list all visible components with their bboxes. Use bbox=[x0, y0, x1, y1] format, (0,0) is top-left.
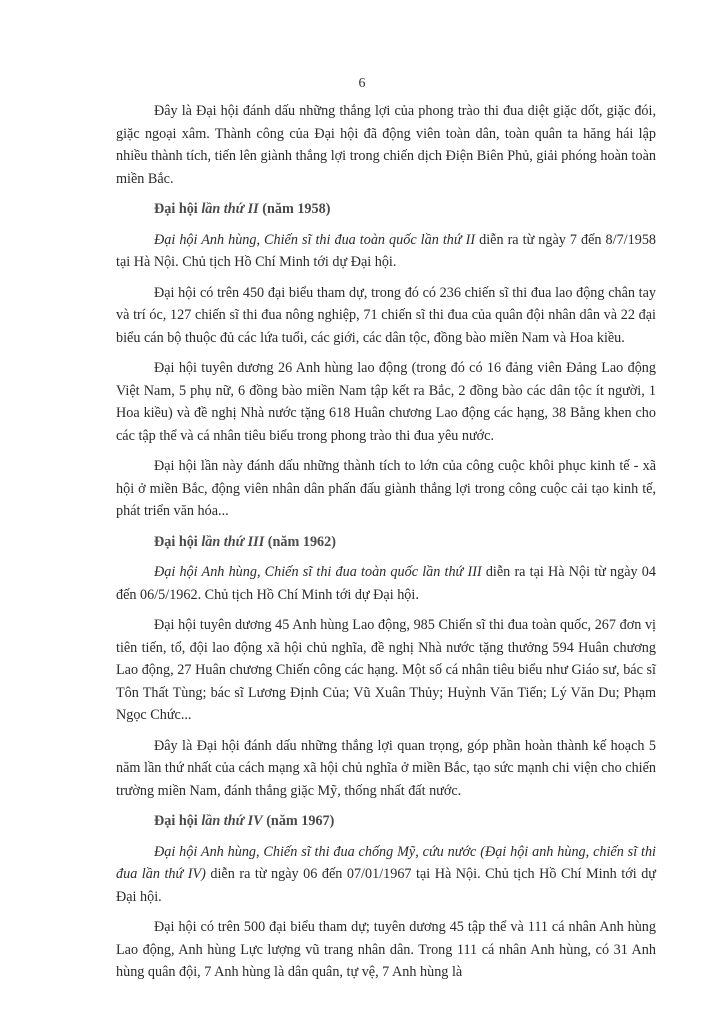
heading-suffix: (năm 1967) bbox=[262, 813, 335, 829]
paragraph-text: Đại hội tuyên dương 45 Anh hùng Lao động, 985 Chiến sĩ thi đua toàn quốc, 267 đơn vị tiên tiến, tổ, đội lao động xã hội chủ nghĩa, đề nghị Nhà nước tặng thưởng 594 Huân chương Lao động, 27 Huân chương Chiến công các hạng. Một số cá nhân tiêu biểu như Giáo sư, bác sĩ Tôn Thất Tùng; bác sĩ Lương Định Của; Vũ Xuân Thủy; Huỳnh Văn Tiến; Lý Văn Du; Phạm Ngọc Chức... bbox=[116, 617, 656, 723]
section-heading-congress-4 bbox=[116, 810, 656, 833]
paragraph-text: diễn ra từ ngày 06 đến 07/01/1967 tại Hà Nội. Chủ tịch Hồ Chí Minh tới dự Đại hội. bbox=[116, 866, 656, 905]
paragraph-text: diễn ra tại Hà Nội từ ngày 04 đến 06/5/1962. Chủ tịch Hồ Chí Minh tới dự Đại hội. bbox=[116, 564, 656, 603]
paragraph bbox=[116, 229, 656, 274]
heading-italic: lần thứ IV bbox=[201, 813, 263, 829]
paragraph bbox=[116, 614, 656, 727]
paragraph bbox=[116, 357, 656, 447]
heading-prefix: Đại hội bbox=[154, 533, 202, 550]
document-body bbox=[116, 100, 656, 992]
section-heading-congress-3 bbox=[116, 531, 656, 554]
heading-suffix: (năm 1958) bbox=[258, 201, 331, 217]
paragraph bbox=[116, 455, 656, 523]
paragraph-text: Đây là Đại hội đánh dấu những thắng lợi quan trọng, góp phần hoàn thành kế hoạch 5 năm lần thứ nhất của cách mạng xã hội chủ nghĩa ở miền Bắc, tạo sức mạnh chi viện cho chiến trường miền Nam, đánh thắng giặc Mỹ, thống nhất đất nước. bbox=[116, 737, 656, 799]
heading-prefix: Đại hội bbox=[154, 813, 202, 829]
paragraph-text: Đại hội lần này đánh dấu những thành tích to lớn của công cuộc khôi phục kinh tế - xã hội ở miền Bắc, động viên nhân dân phấn đấu giành thắng lợi trong công cuộc cải tạo kinh tế, phát triển văn hóa... bbox=[116, 458, 656, 519]
paragraph bbox=[116, 561, 656, 606]
paragraph-italic: Đại hội Anh hùng, Chiến sĩ thi đua chống Mỹ, cứu nước (Đại hội anh hùng, chiến sĩ thi đua lần thứ IV) bbox=[116, 843, 656, 882]
heading-italic: lần thứ II bbox=[201, 201, 259, 217]
section-heading-congress-2 bbox=[116, 198, 656, 221]
paragraph-text: Đại hội có trên 450 đại biểu tham dự, trong đó có 236 chiến sĩ thi đua lao động chân tay và trí óc, 127 chiến sĩ thi đua nông nghiệp, 71 chiến sĩ thi đua của quân đội nhân dân và 22 đại biểu cán bộ thuộc đủ các lứa tuổi, các giới, các dân tộc, đồng bào miền Nam và Hoa kiều. bbox=[116, 284, 656, 346]
paragraph-text: diễn ra từ ngày 7 đến 8/7/1958 tại Hà Nội. Chủ tịch Hồ Chí Minh tới dự Đại hội. bbox=[116, 231, 657, 270]
heading-suffix: (năm 1962) bbox=[264, 533, 336, 550]
paragraph bbox=[116, 282, 656, 350]
paragraph bbox=[116, 841, 656, 909]
heading-prefix: Đại hội bbox=[154, 201, 202, 217]
paragraph bbox=[116, 916, 656, 984]
page-number: 6 bbox=[358, 76, 366, 91]
paragraph bbox=[116, 100, 656, 190]
paragraph-italic: Đại hội Anh hùng, Chiến sĩ thi đua toàn quốc lần thứ II bbox=[154, 231, 476, 248]
paragraph bbox=[116, 735, 656, 803]
paragraph-text: Đại hội có trên 500 đại biểu tham dự; tuyên dương 45 tập thể và 111 cá nhân Anh hùng Lao động, Anh hùng Lực lượng vũ trang nhân dân. Trong 111 cá nhân Anh hùng, có 31 Anh hùng quân đội, 7 Anh hùng là dân quân, tự vệ, 7 Anh hùng là bbox=[116, 919, 656, 980]
paragraph-text: Đại hội tuyên dương 26 Anh hùng lao động (trong đó có 16 đảng viên Đảng Lao động Việt Nam, 5 phụ nữ, 6 đồng bào miền Nam tập kết ra Bắc, 2 đồng bào các dân tộc ít người, 1 Hoa kiều) và đề nghị Nhà nước tặng 618 Huân chương Lao động các hạng, 38 Bằng khen cho các tập thể và cá nhân tiêu biểu trong phong trào thi đua yêu nước. bbox=[116, 360, 656, 444]
heading-italic: lần thứ III bbox=[201, 533, 265, 550]
paragraph-italic: Đại hội Anh hùng, Chiến sĩ thi đua toàn quốc lần thứ III bbox=[154, 564, 482, 580]
paragraph-text: Đây là Đại hội đánh dấu những thắng lợi của phong trào thi đua diệt giặc dốt, giặc đói, giặc ngoại xâm. Thành công của Đại hội đã động viên toàn dân, toàn quân ta hăng hái lập nhiều thành tích, tiến lên giành thắng lợi trong chiến dịch Điện Biên Phủ, giải phóng hoàn toàn miền Bắc. bbox=[116, 103, 656, 187]
